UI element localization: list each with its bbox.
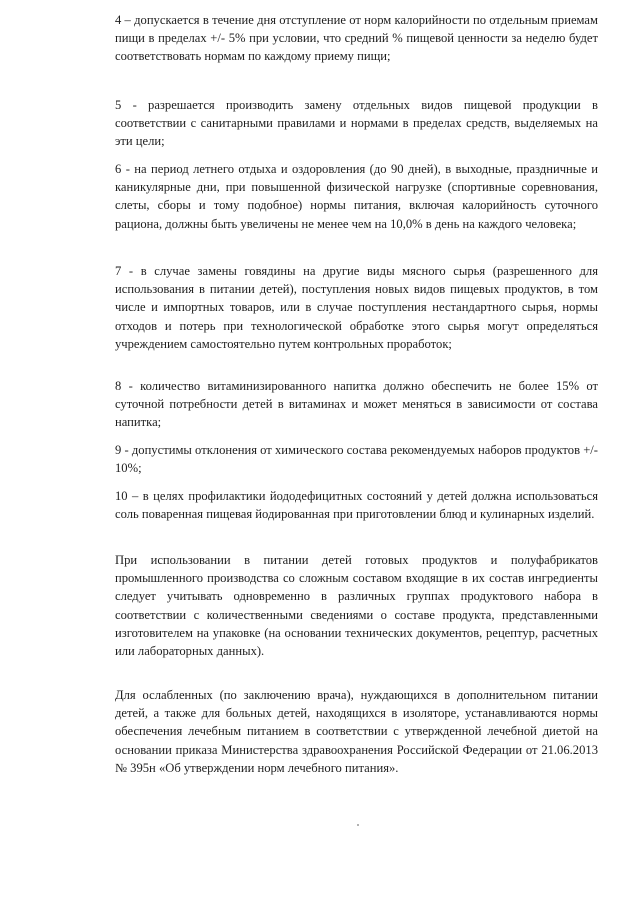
paragraph-item-5: 5 - разрешается производить замену отдельных видов пищевой продукции в соответствии с санитарными правилами и нормами в пределах средств, выделяемых на эти цели; [115, 98, 598, 149]
paragraph-therapeutic-nutrition: Для ослабленных (по заключению врача), нуждающихся в дополнительном питании детей, а также для больных детей, находящихся в изоляторе, устанавливаются нормы обеспечения лечебным питанием в соответствии с утвержденной лечебной диетой на основании приказа Министерства здравоохранения Российской Федерации от 21.06.2013 № 395н «Об утверждении норм лечебного питания». [115, 688, 598, 775]
paragraph-item-4: 4 – допускается в течение дня отступление от норм калорийности по отдельным приемам пищи в пределах +/- 5% при условии, что средний % пищевой ценности за неделю будет соответствовать нормам по каждому приему пищи; [115, 13, 598, 64]
paragraph-item-10: 10 – в целях профилактики йододефицитных состояний у детей должна использоваться соль поваренная пищевая йодированная при приготовлении блюд и кулинарных изделий. [115, 489, 598, 522]
paragraph-item-7: 7 - в случае замены говядины на другие виды мясного сырья (разрешенного для использования в питании детей), поступления новых видов пищевых продуктов, в том числе и импортных товаров, или в случае поступления нестандартного сырья, нормы отходов и потерь при технологической обработке этого сырья могут определяться учреждением самостоятельно путем контрольных проработок; [115, 264, 598, 351]
paragraph-item-9: 9 - допустимы отклонения от химического состава рекомендуемых наборов продуктов +/- 10%; [115, 443, 598, 476]
paragraph-item-6: 6 - на период летнего отдыха и оздоровления (до 90 дней), в выходные, праздничные и каникулярные дни, при повышенной физической нагрузке (спортивные соревнования, слеты, сборы и тому подобное) нормы питания, включая калорийность суточного рациона, должны быть увеличены не менее чем на 10,0% в день на каждого человека; [115, 162, 598, 231]
paragraph-item-8: 8 - количество витаминизированного напитка должно обеспечить не более 15% от суточной потребности детей в витаминах и может меняться в зависимости от состава напитка; [115, 379, 598, 430]
scan-speck [357, 824, 359, 826]
paragraph-semi-finished-products: При использовании в питании детей готовых продуктов и полуфабрикатов промышленного производства со сложным составом входящие в их состав ингредиенты следует учитывать одновременно в различных группах продуктового набора в соответствии с количественными сведениями о составе продукта, представленными изготовителем на упаковке (на основании технических документов, рецептур, расчетных или лабораторных данных). [115, 553, 598, 659]
